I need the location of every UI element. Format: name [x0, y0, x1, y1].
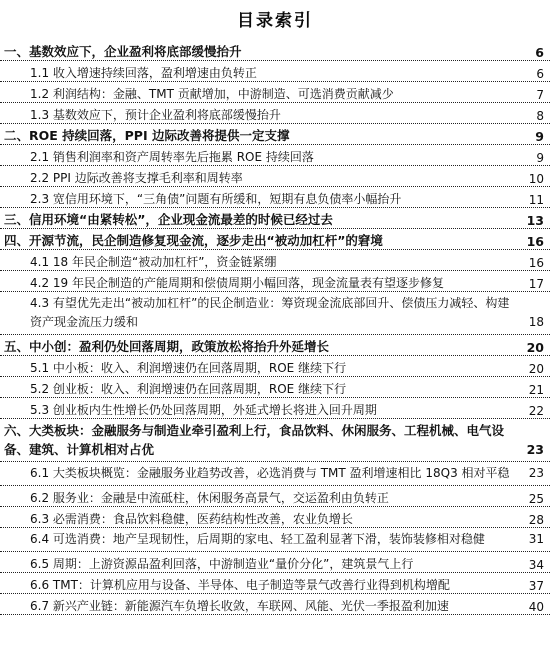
toc-subsection[interactable]	[0, 377, 550, 398]
toc-entry-page: 37	[528, 579, 544, 593]
toc-entry-page: 13	[526, 213, 544, 228]
toc-entry-title: 2.2 PPI 边际改善将支撑毛利率和周转率	[30, 171, 243, 185]
toc-entry-title: 1.2 利润结构：金融、TMT 贡献增加，中游制造、可选消费贡献减少	[30, 87, 394, 101]
toc-entry-title: 二、ROE 持续回落，PPI 边际改善将提供一定支撑	[4, 128, 290, 143]
toc-section[interactable]	[0, 208, 550, 229]
toc-entry-page: 40	[528, 600, 544, 614]
toc-entry-page: 25	[528, 492, 544, 506]
toc-entry-page: 20	[526, 340, 544, 355]
toc-entry-page: 9	[535, 129, 544, 144]
toc-entry-title: 6.1 大类板块概览：金融服务业趋势改善，必选消费与 TMT 盈利增速相比 18Q3 相对平稳	[30, 466, 510, 480]
toc-entry-title: 5.3 创业板内生性增长仍处回落周期，外延式增长将进入回升周期	[30, 403, 377, 417]
toc-section[interactable]	[0, 229, 550, 250]
toc-entry-page: 11	[528, 193, 544, 207]
toc-section[interactable]	[0, 419, 550, 462]
toc-entry-page: 6	[536, 67, 544, 81]
toc-subsection[interactable]	[0, 187, 550, 208]
toc-entry-title: 4.3 有望优先走出“被动加杠杆”的民企制造业：筹资现金流底部回升、偿债压力减轻、构建资产现金流压力缓和	[30, 296, 510, 329]
toc-entry-page: 18	[528, 315, 544, 329]
toc-entry-title: 4.1 18 年民企制造“被动加杠杆”，资金链紧绷	[30, 255, 277, 269]
toc-entry-page: 16	[528, 256, 544, 270]
toc-subsection[interactable]	[0, 271, 550, 292]
toc-subsection[interactable]	[0, 594, 550, 615]
toc-entry-title: 6.7 新兴产业链：新能源汽车负增长收敛，车联网、风能、光伏一季报盈利加速	[30, 599, 449, 613]
toc-entry-title: 6.6 TMT：计算机应用与设备、半导体、电子制造等景气改善行业得到机构增配	[30, 578, 450, 592]
toc-subsection[interactable]	[0, 103, 550, 124]
toc-entry-page: 22	[528, 404, 544, 418]
toc-entry-title: 2.3 宽信用环境下，“三角债”问题有所缓和，短期有息负债率小幅抬升	[30, 192, 402, 206]
toc-entry-title: 1.3 基数效应下，预计企业盈利将底部缓慢抬升	[30, 108, 281, 122]
toc-entry-page: 16	[526, 234, 544, 249]
toc-entry-page: 34	[528, 558, 544, 572]
toc-entry-page: 23	[526, 442, 544, 457]
toc-entry-title: 六、大类板块：金融服务与制造业牵引盈利上行，食品饮料、休闲服务、工程机械、电气设备、建筑、计算机相对占优	[4, 423, 505, 457]
toc-subsection[interactable]	[0, 166, 550, 187]
toc-entry-title: 6.2 服务业：金融是中流砥柱，休闲服务高景气，交运盈利由负转正	[30, 491, 389, 505]
toc-section[interactable]	[0, 124, 550, 145]
toc-entry-title: 4.2 19 年民企制造的产能周期和偿债周期小幅回落，现金流量表有望逐步修复	[30, 276, 444, 290]
toc-entry-title: 五、中小创：盈利仍处回落周期，政策放松将抬升外延增长	[4, 339, 330, 354]
toc-subsection[interactable]	[0, 292, 550, 335]
toc-entry-page: 7	[536, 88, 544, 102]
toc-entry-page: 23	[528, 466, 544, 480]
toc-subsection[interactable]	[0, 250, 550, 271]
toc-entry-title: 6.5 周期：上游资源品盈利回落，中游制造业“量价分化”，建筑景气上行	[30, 557, 414, 571]
toc-subsection[interactable]	[0, 528, 550, 552]
toc-subsection[interactable]	[0, 507, 550, 528]
toc-entry-page: 8	[536, 109, 544, 123]
toc-entry-page: 10	[528, 172, 544, 186]
toc-entry-page: 6	[535, 45, 544, 60]
toc-entry-title: 一、基数效应下，企业盈利将底部缓慢抬升	[4, 44, 242, 59]
toc-section[interactable]	[0, 40, 550, 61]
toc-entry-page: 31	[528, 532, 544, 546]
toc-entry-title: 6.4 可选消费：地产呈现韧性，后周期的家电、轻工盈利显著下滑，装饰装修相对稳健	[30, 532, 485, 546]
toc-entry-page: 21	[528, 383, 544, 397]
toc-subsection[interactable]	[0, 398, 550, 419]
toc-subsection[interactable]	[0, 82, 550, 103]
toc-list	[0, 40, 550, 615]
toc-subsection[interactable]	[0, 462, 550, 486]
toc-section[interactable]	[0, 335, 550, 356]
toc-subsection[interactable]	[0, 552, 550, 573]
page-title: 目录索引	[237, 11, 313, 31]
toc-subsection[interactable]	[0, 145, 550, 166]
toc-entry-title: 三、信用环境“由紧转松”，企业现金流最差的时候已经过去	[4, 212, 333, 227]
toc-entry-title: 四、开源节流，民企制造修复现金流，逐步走出“被动加杠杆”的窘境	[4, 233, 383, 248]
toc-entry-title: 5.1 中小板：收入、利润增速仍在回落周期，ROE 继续下行	[30, 361, 347, 375]
toc-entry-title: 6.3 必需消费：食品饮料稳健，医药结构性改善，农业负增长	[30, 512, 353, 526]
toc-entry-title: 5.2 创业板：收入、利润增速仍在回落周期，ROE 继续下行	[30, 382, 347, 396]
toc-entry-page: 9	[536, 151, 544, 165]
toc-entry-page: 17	[528, 277, 544, 291]
toc-entry-title: 2.1 销售利润率和资产周转率先后拖累 ROE 持续回落	[30, 150, 314, 164]
toc-entry-page: 28	[528, 513, 544, 527]
toc-subsection[interactable]	[0, 356, 550, 377]
toc-subsection[interactable]	[0, 573, 550, 594]
toc-subsection[interactable]	[0, 61, 550, 82]
toc-entry-title: 1.1 收入增速持续回落，盈利增速由负转正	[30, 66, 257, 80]
toc-subsection[interactable]	[0, 486, 550, 507]
toc-entry-page: 20	[528, 362, 544, 376]
